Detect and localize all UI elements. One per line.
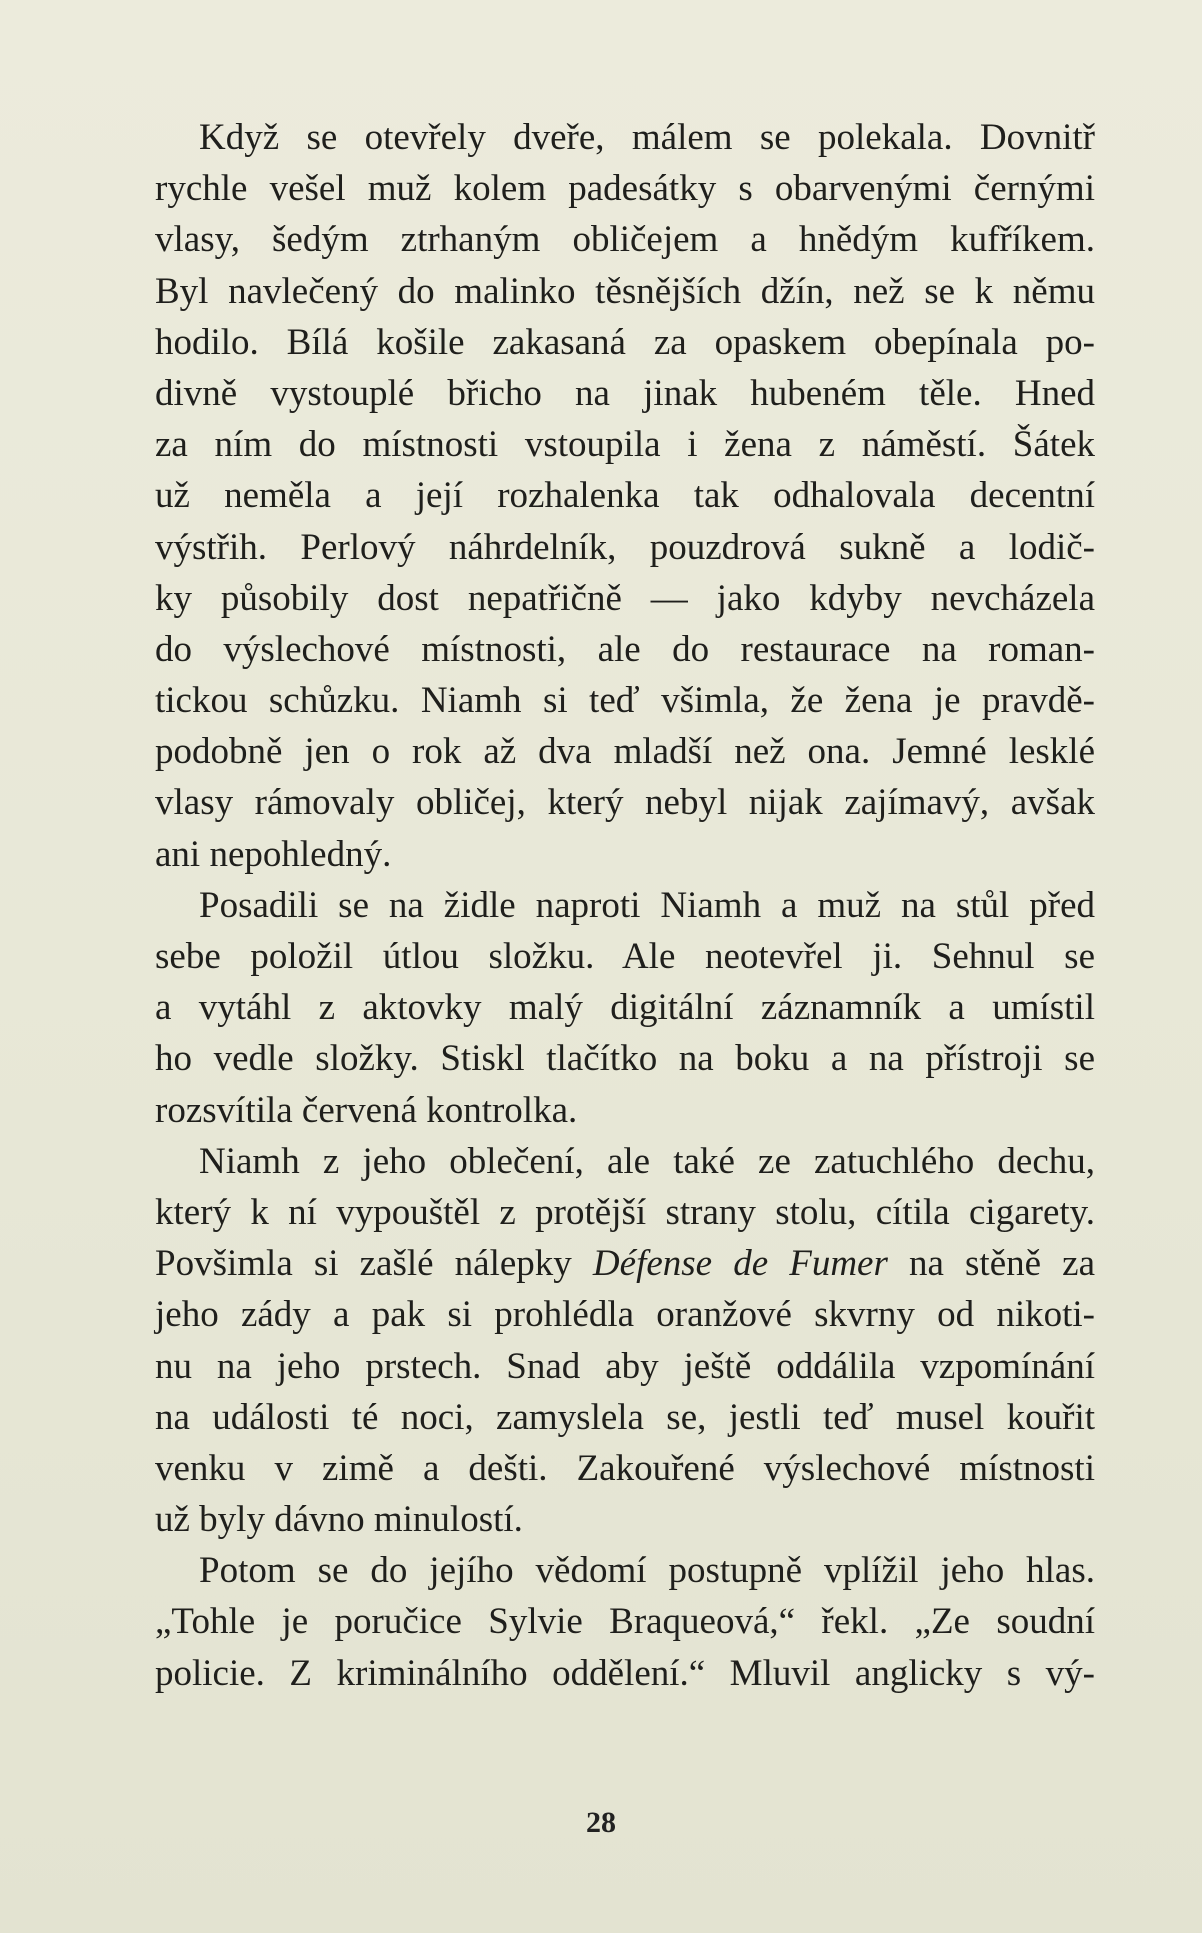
paragraph-1 — [155, 112, 1095, 880]
text-line: venku v zimě a dešti. Zakouřené výslechové místnosti — [155, 1447, 1095, 1489]
paragraph-3 — [155, 1136, 1095, 1546]
text-line: hodilo. Bílá košile zakasaná za opaskem obepínala po- — [155, 321, 1095, 363]
page-number: 28 — [586, 1806, 616, 1839]
paragraph-2 — [155, 880, 1095, 1136]
text-line: ho vedle složky. Stiskl tlačítko na boku a na přístroji se — [155, 1038, 1095, 1080]
text-segment: Povšimla si zašlé nálepky — [155, 1243, 593, 1285]
text-line: výstřih. Perlový náhrdelník, pouzdrová sukně a lodič- — [155, 526, 1095, 568]
text-line: Byl navlečený do malinko těsnějších džín, než se k němu — [155, 270, 1095, 312]
text-line: za ním do místnosti vstoupila i žena z náměstí. Šátek — [155, 424, 1095, 466]
text-line-with-italic — [155, 1238, 1095, 1289]
text-line: Niamh z jeho oblečení, ale také ze zatuchlého dechu, — [199, 1140, 1095, 1182]
body-text — [155, 112, 1095, 1699]
text-line: rychle vešel muž kolem padesátky s obarvenými černými — [155, 168, 1095, 210]
text-line: už neměla a její rozhalenka tak odhalovala decentní — [155, 475, 1095, 517]
text-line: Když se otevřely dveře, málem se polekala. Dovnitř — [199, 117, 1095, 158]
text-line: už byly dávno minulostí. — [155, 1499, 523, 1541]
text-line: Potom se do jejího vědomí postupně vplížil jeho hlas. — [199, 1550, 1095, 1592]
text-line: rozsvítila červená kontrolka. — [155, 1089, 578, 1131]
text-line: jeho zády a pak si prohlédla oranžové skvrny od nikoti- — [155, 1294, 1095, 1336]
text-line: tickou schůzku. Niamh si teď všimla, že žena je pravdě- — [155, 680, 1095, 722]
text-line: na události té noci, zamyslela se, jestli teď musel kouřit — [155, 1396, 1095, 1438]
text-line: divně vystouplé břicho na jinak hubeném těle. Hned — [155, 372, 1095, 414]
text-line: policie. Z kriminálního oddělení.“ Mluvil anglicky s vý- — [155, 1652, 1095, 1694]
italic-phrase: Défense de Fumer — [592, 1243, 888, 1285]
text-line: Posadili se na židle naproti Niamh a muž na stůl před — [199, 884, 1095, 926]
text-line: do výslechové místnosti, ale do restaurace na roman- — [155, 628, 1095, 670]
text-line: ani nepohledný. — [155, 833, 392, 875]
text-line: vlasy, šedým ztrhaným obličejem a hnědým kufříkem. — [155, 219, 1095, 261]
text-line: nu na jeho prstech. Snad aby ještě oddálila vzpomínání — [155, 1345, 1095, 1387]
text-line: „Tohle je poručice Sylvie Braqueová,“ řekl. „Ze soudní — [155, 1601, 1095, 1643]
text-line: sebe položil útlou složku. Ale neotevřel ji. Sehnul se — [155, 936, 1095, 977]
paragraph-4 — [155, 1545, 1095, 1699]
text-line: vlasy rámovaly obličej, který nebyl nijak zajímavý, avšak — [155, 782, 1095, 824]
text-line: který k ní vypouštěl z protější strany stolu, cítila cigarety. — [155, 1191, 1095, 1233]
text-line: ky působily dost nepatřičně — jako kdyby nevcházela — [155, 577, 1095, 619]
text-segment: na stěně za — [887, 1243, 1095, 1285]
text-line: a vytáhl z aktovky malý digitální záznamník a umístil — [155, 987, 1095, 1029]
text-line: podobně jen o rok až dva mladší než ona. Jemné lesklé — [155, 731, 1095, 773]
